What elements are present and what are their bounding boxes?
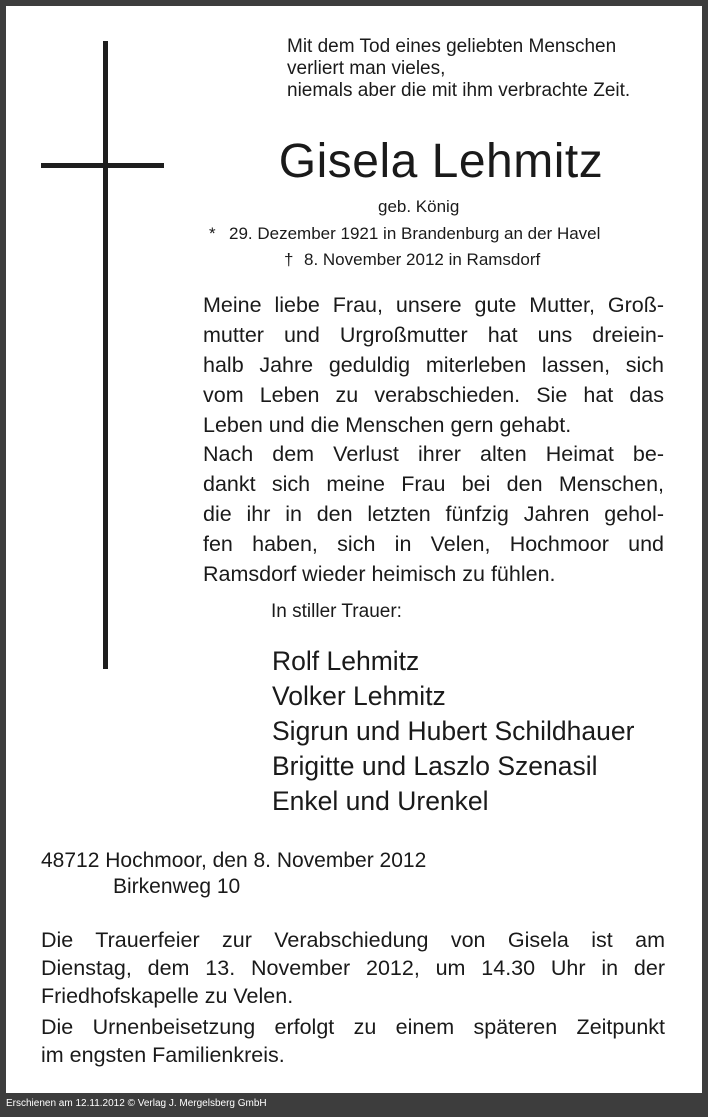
cross-icon [103, 41, 108, 669]
birth-date: 29. Dezember 1921 in Brandenburg an der Havel [229, 224, 601, 243]
quote-line: verliert man vieles, [287, 58, 446, 79]
ceremony-line: Die Trauerfeier zur Verabschiedung von Gisela ist am [41, 928, 665, 952]
ceremony-line: Friedhofskapelle zu Velen. [41, 984, 294, 1008]
paragraph-line: Nach dem Verlust ihrer alten Heimat be- [203, 442, 664, 466]
paragraph-line: fen haben, sich in Velen, Hochmoor und [203, 532, 664, 556]
mourner-name: Sigrun und Hubert Schildhauer [272, 716, 635, 746]
maiden-name: geb. König [378, 197, 460, 216]
birth-info [209, 222, 600, 246]
deceased-name: Gisela Lehmitz [278, 135, 604, 188]
quote-line: Mit dem Tod eines geliebten Menschen [287, 36, 617, 57]
paragraph-line: mutter und Urgroßmutter hat uns dreiein- [203, 323, 664, 347]
mourning-label: In stiller Trauer: [271, 601, 402, 622]
cross-crossbar [41, 163, 164, 168]
paragraph-line: die ihr in den letzten fünfzig Jahren gehol- [203, 502, 664, 526]
mourner-name: Volker Lehmitz [272, 681, 446, 711]
quote-line: niemals aber die mit ihm verbrachte Zeit. [287, 80, 631, 101]
tribute-paragraph-2 [203, 439, 664, 589]
paragraph-line: Ramsdorf wieder heimisch zu fühlen. [203, 562, 556, 586]
address: Birkenweg 10 [113, 875, 241, 898]
mourner-name: Rolf Lehmitz [272, 646, 420, 676]
mourner-name: Enkel und Urenkel [272, 786, 489, 816]
paragraph-line: vom Leben zu verabschieden. Sie hat das [203, 383, 664, 407]
burial-line: im engsten Familienkreis. [41, 1043, 285, 1067]
paragraph-line: Meine liebe Frau, unsere gute Mutter, Groß- [203, 293, 664, 317]
paragraph-line: halb Jahre geduldig miterleben lassen, sich [203, 353, 664, 377]
publication-footer: Erschienen am 12.11.2012 © Verlag J. Mergelsberg GmbH [6, 1098, 267, 1109]
death-info [284, 248, 540, 272]
obituary-card [6, 6, 702, 1093]
death-date: 8. November 2012 in Ramsdorf [304, 250, 541, 269]
place-date: 48712 Hochmoor, den 8. November 2012 [41, 849, 427, 872]
death-symbol: † [284, 250, 294, 269]
burial-info [41, 1013, 665, 1069]
mourner-name: Brigitte und Laszlo Szenasil [272, 751, 598, 781]
ceremony-line: Dienstag, dem 13. November 2012, um 14.30 Uhr in der [41, 956, 665, 980]
paragraph-line: dankt sich meine Frau bei den Menschen, [203, 472, 664, 496]
paragraph-line: Leben und die Menschen gern gehabt. [203, 413, 572, 437]
mourners-list [272, 644, 634, 819]
burial-line: Die Urnenbeisetzung erfolgt zu einem späteren Zeitpunkt [41, 1015, 665, 1039]
ceremony-info [41, 926, 665, 1010]
memorial-quote [287, 36, 687, 102]
birth-symbol: * [209, 224, 216, 243]
tribute-paragraph-1 [203, 290, 664, 440]
